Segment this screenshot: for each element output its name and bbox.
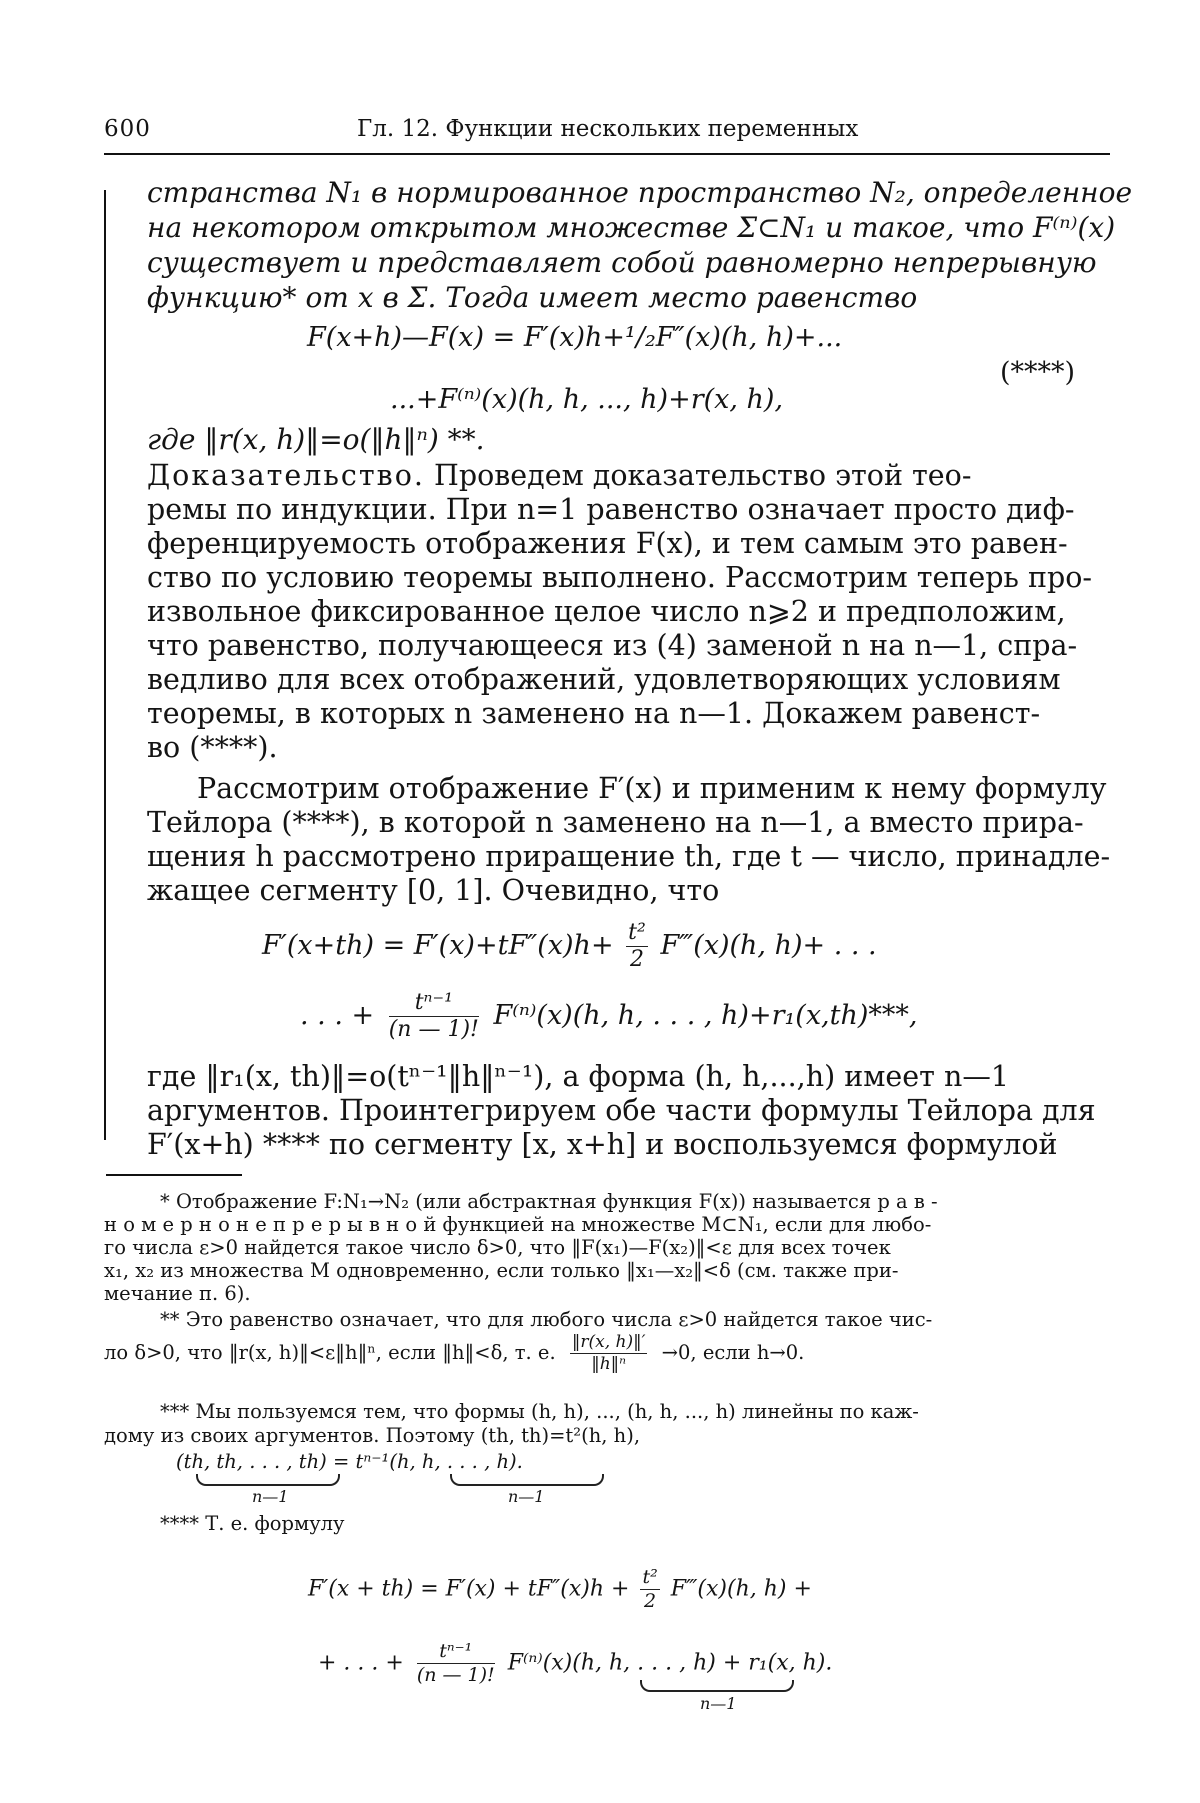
page-number: 600 bbox=[104, 116, 151, 142]
footnote-1-line: x₁, x₂ из множества M одновременно, если только ‖x₁—x₂‖<δ (см. также при- bbox=[104, 1259, 899, 1282]
theorem-line: странства N₁ в нормированное пространство N₂, определенное bbox=[147, 176, 1133, 209]
fraction: $\frac{\text{tⁿ⁻¹}}{(n — 1)!}$ bbox=[416, 1640, 495, 1686]
header-rule bbox=[104, 153, 1110, 155]
proof-line: во (****). bbox=[147, 731, 278, 764]
proof-line: что равенство, получающееся из (4) заменой n на n—1, спра- bbox=[147, 629, 1078, 662]
proof-line: ство по условию теоремы выполнено. Рассмотрим теперь про- bbox=[147, 561, 1093, 594]
paragraph-line: Рассмотрим отображение F′(x) и применим к нему формулу bbox=[197, 772, 1107, 805]
margin-bar bbox=[104, 190, 106, 1140]
footnote-4-equation-line2: + . . . + $\frac{\text{tⁿ⁻¹}}{(n — 1)!}$ F⁽ⁿ⁾(x)(h, h, . . . , h) + r₁(x, h). bbox=[318, 1640, 833, 1686]
proof-line: ференцируемость отображения F(x), и тем самым это равен- bbox=[147, 527, 1068, 560]
footnote-2-line: ** Это равенство означает, что для любого числа ε>0 найдется такое чис- bbox=[160, 1308, 933, 1331]
paragraph-line: где ‖r₁(x, th)‖=o(tⁿ⁻¹‖h‖ⁿ⁻¹), а форма (h, h,...,h) имеет n—1 bbox=[147, 1060, 1009, 1093]
paragraph-line: жащее сегменту [0, 1]. Очевидно, что bbox=[147, 874, 720, 907]
fraction: $\frac{‖r(x, h)‖'}{\text{‖h‖ⁿ}}$ bbox=[571, 1332, 646, 1374]
underbrace bbox=[450, 1474, 604, 1486]
footnote-rule bbox=[106, 1174, 242, 1176]
brace-label: n—1 bbox=[508, 1487, 545, 1506]
brace-label: n—1 bbox=[252, 1487, 289, 1506]
footnote-4-equation-line1: F′(x + th) = F′(x) + tF″(x)h + $\frac{\text{t²}}{2}$ F‴(x)(h, h) + bbox=[308, 1566, 812, 1612]
footnote-1-line: мечание п. 6). bbox=[104, 1282, 251, 1305]
remainder-note: где ‖r(x, h)‖=o(‖h‖ⁿ) **. bbox=[147, 423, 485, 456]
paragraph-line: аргументов. Проинтегрируем обе части формулы Тейлора для bbox=[147, 1094, 1096, 1127]
paragraph-line: щения h рассмотрено приращение th, где t — число, принадле- bbox=[147, 840, 1111, 873]
footnote-1-line: го числа ε>0 найдется такое число δ>0, что ‖F(x₁)—F(x₂)‖<ε для всех точек bbox=[104, 1236, 891, 1259]
fraction: $\frac{\text{tⁿ⁻¹}}{(n — 1)!}$ bbox=[388, 990, 479, 1042]
proof-line: ремы по индукции. При n=1 равенство означает просто диф- bbox=[147, 493, 1075, 526]
proof-line: теоремы, в которых n заменено на n—1. Докажем равенст- bbox=[147, 697, 1041, 730]
proof-line: ведливо для всех отображений, удовлетворяющих условиям bbox=[147, 663, 1061, 696]
proof-label: Доказательство. bbox=[147, 459, 425, 492]
taylor-equation-line2: ...+F⁽ⁿ⁾(x)(h, h, ..., h)+r(x, h), bbox=[390, 384, 784, 415]
footnote-2-line: ло δ>0, что ‖r(x, h)‖<ε‖h‖ⁿ, если ‖h‖<δ, т. е. $\frac{‖r(x, h)‖'}{\text{‖h‖ⁿ}}$ →0, если h→0. bbox=[104, 1332, 805, 1374]
fraction: $\frac{\text{t²}}{2}$ bbox=[628, 920, 646, 972]
theorem-line: функцию* от x в Σ. Тогда имеет место равенство bbox=[147, 281, 918, 314]
proof-line: извольное фиксированное целое число n⩾2 и предположим, bbox=[147, 595, 1066, 628]
theorem-line: существует и представляет собой равномерно непрерывную bbox=[147, 246, 1097, 279]
taylor-equation-line1: F(x+h)—F(x) = F′(x)h+¹/₂F″(x)(h, h)+... bbox=[307, 322, 843, 353]
proof-line: Доказательство. Проведем доказательство этой тео- bbox=[147, 459, 972, 492]
equation-tag: (****) bbox=[1000, 357, 1076, 388]
footnote-1-line: н о м е р н о н е п р е р ы в н о й функцией на множестве M⊂N₁, если для любо- bbox=[104, 1213, 932, 1236]
paragraph-line: F′(x+h) **** по сегменту [x, x+h] и воспользуемся формулой bbox=[147, 1128, 1058, 1161]
brace-label: n—1 bbox=[700, 1694, 737, 1713]
footnote-3-line: дому из своих аргументов. Поэтому (th, th)=t²(h, h), bbox=[104, 1424, 641, 1447]
fraction: $\frac{\text{t²}}{2}$ bbox=[642, 1566, 658, 1612]
underbrace bbox=[640, 1680, 794, 1692]
theorem-line: на некотором открытом множестве Σ⊂N₁ и такое, что F⁽ⁿ⁾(x) bbox=[147, 211, 1116, 244]
footnote-3-equation: (th, th, . . . , th) = tⁿ⁻¹(h, h, . . . , h). bbox=[176, 1450, 523, 1473]
underbrace bbox=[196, 1474, 340, 1486]
paragraph-line: Тейлора (****), в которой n заменено на n—1, а вместо прира- bbox=[147, 806, 1084, 839]
footnote-3-line: *** Мы пользуемся тем, что формы (h, h), ..., (h, h, ..., h) линейны по каж- bbox=[160, 1400, 919, 1423]
chapter-title: Гл. 12. Функции нескольких переменных bbox=[357, 116, 859, 142]
taylor-derivative-line2: . . . + $\frac{\text{tⁿ⁻¹}}{(n — 1)!}$ F⁽ⁿ⁾(x)(h, h, . . . , h)+r₁(x,th)***, bbox=[300, 990, 918, 1042]
footnote-4-intro: **** Т. е. формулу bbox=[160, 1512, 345, 1535]
taylor-derivative-line1: F′(x+th) = F′(x)+tF″(x)h+ $\frac{\text{t²}}{2}$ F‴(x)(h, h)+ . . . bbox=[262, 920, 877, 972]
footnote-1-line: * Отображение F:N₁→N₂ (или абстрактная функция F(x)) называется р а в - bbox=[160, 1190, 938, 1213]
